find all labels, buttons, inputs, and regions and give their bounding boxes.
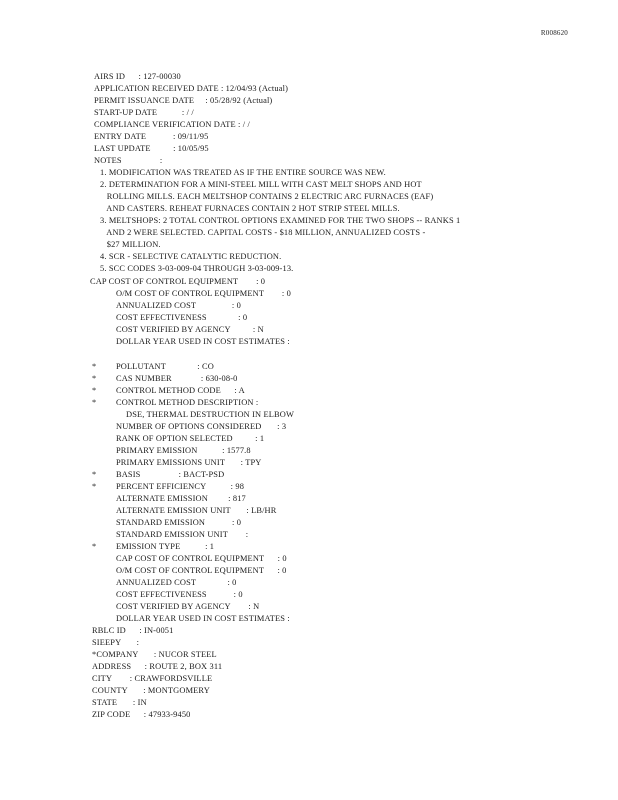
page-id: R008620: [540, 29, 568, 37]
alternate-emission-line: ALTERNATE EMISSION : 817: [116, 494, 246, 503]
rblc-id-line: RBLC ID : IN-0051: [92, 626, 174, 635]
asterisk-mark: *: [92, 542, 97, 551]
notes-label: NOTES :: [94, 156, 163, 165]
alternate-unit-line: ALTERNATE EMISSION UNIT : LB/HR: [116, 506, 277, 515]
asterisk-mark: *: [92, 386, 97, 395]
note-line: 5. SCC CODES 3-03-009-04 THROUGH 3-03-009-13.: [100, 264, 294, 273]
annualized-cost-line: ANNUALIZED COST : 0: [116, 301, 241, 310]
entry-date-line: ENTRY DATE : 09/11/95: [94, 132, 209, 141]
note-line: ROLLING MILLS. EACH MELTSHOP CONTAINS 2 ELECTRIC ARC FURNACES (EAF): [100, 192, 434, 201]
primary-unit-line: PRIMARY EMISSIONS UNIT : TPY: [116, 458, 262, 467]
cost-verified-line: COST VERIFIED BY AGENCY : N: [116, 602, 260, 611]
annualized-cost-line: ANNUALIZED COST : 0: [116, 578, 237, 587]
om-cost-line: O/M COST OF CONTROL EQUIPMENT : 0: [116, 289, 291, 298]
asterisk-mark: *: [92, 398, 97, 407]
county-line: COUNTY : MONTGOMERY: [92, 686, 210, 695]
cost-verified-line: COST VERIFIED BY AGENCY : N: [116, 325, 264, 334]
cost-effectiveness-line: COST EFFECTIVENESS : 0: [116, 313, 248, 322]
app-received-line: APPLICATION RECEIVED DATE : 12/04/93 (Actual): [94, 84, 289, 93]
note-line: 2. DETERMINATION FOR A MINI-STEEL MILL WITH CAST MELT SHOPS AND HOT: [100, 180, 422, 189]
asterisk-mark: *: [92, 470, 97, 479]
zip-code-line: ZIP CODE : 47933-9450: [92, 710, 191, 719]
state-line: STATE : IN: [92, 698, 147, 707]
basis-line: BASIS : BACT-PSD: [116, 470, 225, 479]
control-method-desc-label: CONTROL METHOD DESCRIPTION :: [116, 398, 259, 407]
primary-emission-line: PRIMARY EMISSION : 1577.8: [116, 446, 251, 455]
standard-unit-line: STANDARD EMISSION UNIT :: [116, 530, 249, 539]
cap-cost-line: CAP COST OF CONTROL EQUIPMENT : 0: [90, 277, 266, 286]
cap-cost-line: CAP COST OF CONTROL EQUIPMENT : 0: [116, 554, 287, 563]
rank-selected-line: RANK OF OPTION SELECTED : 1: [116, 434, 265, 443]
note-line: 1. MODIFICATION WAS TREATED AS IF THE ENTIRE SOURCE WAS NEW.: [100, 168, 386, 177]
compliance-date-line: COMPLIANCE VERIFICATION DATE : / /: [94, 120, 250, 129]
note-line: 4. SCR - SELECTIVE CATALYTIC REDUCTION.: [100, 252, 282, 261]
control-method-desc: DSE, THERMAL DESTRUCTION IN ELBOW: [126, 410, 295, 419]
note-line: AND CASTERS. REHEAT FURNACES CONTAIN 2 HOT STRIP STEEL MILLS.: [100, 204, 400, 213]
dollar-year-line: DOLLAR YEAR USED IN COST ESTIMATES :: [116, 337, 290, 346]
asterisk-mark: *: [92, 482, 97, 491]
om-cost-line: O/M COST OF CONTROL EQUIPMENT : 0: [116, 566, 287, 575]
address-line: ADDRESS : ROUTE 2, BOX 311: [92, 662, 223, 671]
dollar-year-line: DOLLAR YEAR USED IN COST ESTIMATES :: [116, 614, 290, 623]
asterisk-mark: *: [92, 374, 97, 383]
note-line: $27 MILLION.: [100, 240, 161, 249]
company-line: *COMPANY : NUCOR STEEL: [92, 650, 217, 659]
startup-date-line: START-UP DATE : / /: [94, 108, 194, 117]
options-considered-line: NUMBER OF OPTIONS CONSIDERED : 3: [116, 422, 287, 431]
airs-id-line: AIRS ID : 127-00030: [94, 72, 181, 81]
pollutant-line: POLLUTANT : CO: [116, 362, 214, 371]
control-method-code-line: CONTROL METHOD CODE : A: [116, 386, 245, 395]
asterisk-mark: *: [92, 362, 97, 371]
permit-issuance-line: PERMIT ISSUANCE DATE : 05/28/92 (Actual): [94, 96, 273, 105]
cost-effectiveness-line: COST EFFECTIVENESS : 0: [116, 590, 243, 599]
percent-efficiency-line: PERCENT EFFICIENCY : 98: [116, 482, 245, 491]
emission-type-line: EMISSION TYPE : 1: [116, 542, 215, 551]
standard-emission-line: STANDARD EMISSION : 0: [116, 518, 242, 527]
note-line: 3. MELTSHOPS: 2 TOTAL CONTROL OPTIONS EXAMINED FOR THE TWO SHOPS -- RANKS 1: [100, 216, 461, 225]
city-line: CITY : CRAWFORDSVILLE: [92, 674, 213, 683]
state-id-line: SIEEPY :: [92, 638, 140, 647]
last-update-line: LAST UPDATE : 10/05/95: [94, 144, 209, 153]
cas-number-line: CAS NUMBER : 630-08-0: [116, 374, 238, 383]
note-line: AND 2 WERE SELECTED. CAPITAL COSTS - $18 MILLION, ANNUALIZED COSTS -: [100, 228, 426, 237]
